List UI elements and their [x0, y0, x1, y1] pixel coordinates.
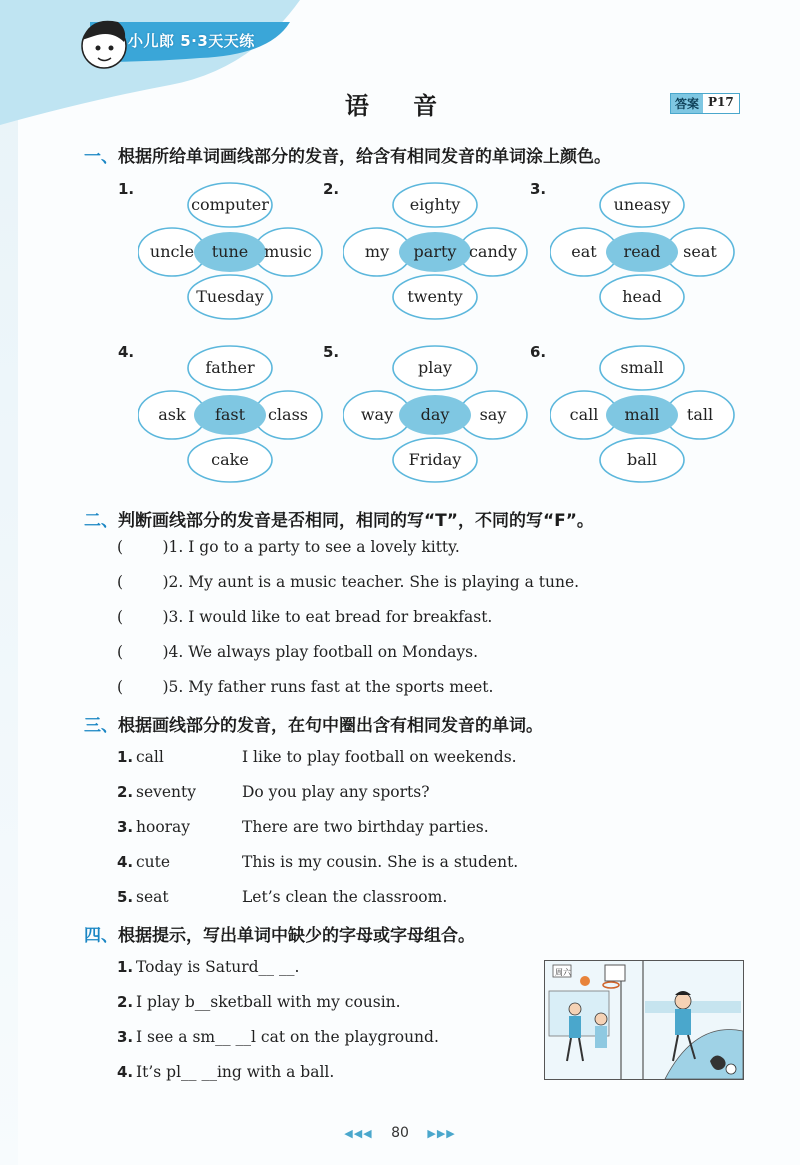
item-number: 2. [117, 783, 134, 801]
word-bottom: ball [626, 450, 658, 469]
word-top: computer [191, 195, 269, 214]
section3-number: 三、 [84, 716, 118, 736]
item-number: 1. [117, 748, 134, 766]
prev-arrows-icon: ◀◀◀ [344, 1127, 373, 1140]
section3-text: 根据画线部分的发音，在句中圈出含有相同发音的单词。 [118, 716, 543, 736]
item-number: 4. [117, 853, 134, 871]
item-number: 3. [117, 818, 134, 836]
word-right: seat [683, 242, 717, 261]
page-title: 语 音 [344, 92, 456, 120]
word-left: call [569, 405, 599, 424]
word-top: eighty [409, 195, 461, 214]
item-number: 3. [117, 1028, 134, 1046]
item-number: 1. [117, 958, 134, 976]
judge-item: ( )4. We always play football on Mondays. [117, 643, 479, 661]
word-center: read [623, 242, 661, 261]
section4-text: 根据提示，写出单词中缺少的字母或字母组合。 [118, 926, 475, 946]
word-right: candy [468, 242, 518, 261]
flower-number: 6. [530, 343, 547, 361]
sentence[interactable]: Let’s clean the classroom. [242, 888, 448, 906]
fill-blank-sentence[interactable]: It’s pl__ __ing with a ball. [136, 1063, 335, 1081]
section4-number: 四、 [84, 926, 118, 946]
flower-diagram [550, 178, 740, 328]
word-center: tune [211, 242, 249, 261]
cue-word: hooray [136, 818, 191, 836]
judge-item: ( )3. I would like to eat bread for breakfast. [117, 608, 493, 626]
cue-word: cute [136, 853, 171, 871]
page-footer [0, 1125, 800, 1141]
word-right: music [264, 242, 312, 261]
word-left: my [364, 242, 390, 261]
basketball-icon [580, 976, 590, 986]
word-right: say [479, 405, 507, 424]
flower-number: 2. [323, 180, 340, 198]
cue-word: call [136, 748, 164, 766]
fill-blank-sentence[interactable]: I see a sm__ __l cat on the playground. [136, 1028, 439, 1046]
word-left: ask [158, 405, 186, 424]
flower-number: 1. [118, 180, 135, 198]
cue-word: seventy [136, 783, 197, 801]
answer-reference [670, 93, 740, 114]
word-bottom: Friday [408, 450, 462, 469]
section4-heading [84, 921, 475, 946]
section1-number: 一、 [84, 147, 118, 167]
flower-number: 4. [118, 343, 135, 361]
word-top: uneasy [613, 195, 671, 214]
word-center: mall [624, 405, 660, 424]
flower-diagram [138, 341, 328, 491]
judge-item: ( )1. I go to a party to see a lovely kitty. [117, 538, 460, 556]
judge-item: ( )2. My aunt is a music teacher. She is playing a tune. [117, 573, 580, 591]
section2-text: 判断画线部分的发音是否相同，相同的写“T”，不同的写“F”。 [118, 511, 594, 531]
word-center: fast [214, 405, 246, 424]
word-top: small [620, 358, 664, 377]
word-top: play [418, 358, 452, 377]
sentence[interactable]: I like to play football on weekends. [242, 748, 517, 766]
page-edge [0, 0, 18, 1165]
calendar-sign: 周六 [555, 968, 571, 977]
fill-blank-sentence[interactable]: I play b__sketball with my cousin. [136, 993, 401, 1011]
brand-logo: 小儿郎 5·3天天练 [128, 32, 255, 50]
sentence[interactable]: There are two birthday parties. [242, 818, 489, 836]
flower-diagram [343, 341, 533, 491]
flower-diagram [138, 178, 328, 328]
word-bottom: cake [211, 450, 249, 469]
item-number: 5. [117, 888, 134, 906]
section1-text: 根据所给单词画线部分的发音，给含有相同发音的单词涂上颜色。 [118, 147, 611, 167]
word-center: day [420, 405, 450, 424]
item-number: 4. [117, 1063, 134, 1081]
basketball-scene-illustration [544, 960, 744, 1080]
word-left: eat [571, 242, 597, 261]
answer-page: P17 [703, 94, 739, 113]
judge-item: ( )5. My father runs fast at the sports meet. [117, 678, 494, 696]
cue-word: seat [136, 888, 169, 906]
word-center: party [413, 242, 457, 261]
word-bottom: head [622, 287, 662, 306]
sentence[interactable]: This is my cousin. She is a student. [242, 853, 519, 871]
fill-blank-sentence[interactable]: Today is Saturd__ __. [136, 958, 300, 976]
flower-number: 5. [323, 343, 340, 361]
word-bottom: twenty [407, 287, 463, 306]
page-number: 80 [391, 1125, 409, 1141]
word-right: tall [686, 405, 714, 424]
flower-diagram [550, 341, 740, 491]
word-right: class [267, 405, 309, 424]
section1-heading [84, 142, 611, 167]
flower-number: 3. [530, 180, 547, 198]
word-bottom: Tuesday [196, 287, 264, 306]
word-left: uncle [149, 242, 195, 261]
item-number: 2. [117, 993, 134, 1011]
flower-diagram [343, 178, 533, 328]
section2-number: 二、 [84, 511, 118, 531]
section2-heading [84, 506, 594, 531]
sentence[interactable]: Do you play any sports? [242, 783, 430, 801]
section3-heading [84, 711, 543, 736]
next-arrows-icon: ▶▶▶ [427, 1127, 456, 1140]
answer-label: 答案 [671, 94, 703, 113]
word-left: way [360, 405, 394, 424]
word-top: father [205, 358, 255, 377]
